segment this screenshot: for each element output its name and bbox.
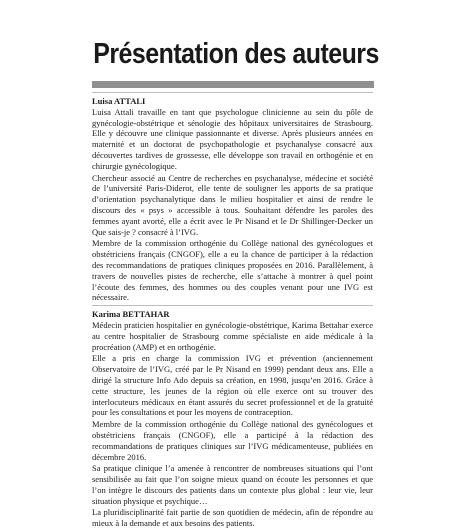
author-paragraph: Luisa Attali travaille en tant que psychologue clinicienne au sein du pôle de gynécologie-obstétrique et sénologie des hôpitaux universitaires de Strasbourg. Elle y découvre une clinique passionnante et diverse. Après plusieurs années en maternité et un doctorat de psychopathologie et psychanalyse consacré aux découvertes tardives de grossesse, elle développe son travail en orthogénie et en chirurgie gynécologique. — [92, 106, 373, 171]
page-title: Présentation des auteurs — [93, 38, 379, 70]
author-name: Karima BETTAHAR — [92, 309, 170, 320]
author-section-bettahar — [92, 305, 373, 529]
author-section-attali — [92, 92, 373, 303]
author-paragraph: Elle a pris en charge la commission IVG et prévention (anciennement Observatoire de l’IVG, créé par le Pr Nisand en 1999) pendant deux ans. Elle a dirigé la structure Info Ado depuis sa création, en 1998, jusqu’en 2016. Grâce à cette structure, les jeunes de la région où elle exerce ont su trouver des interlocuteurs médicaux en étant assurés du secret professionnel et de la gratuité pour les consultations et pour les moyens de contraception. — [92, 353, 373, 418]
section-divider — [92, 305, 373, 306]
author-paragraph: Membre de la commission orthogénie du Collège national des gynécologues et obstétriciens français (CNGOF), elle a eu la chance de participer à la rédaction des recommandations de pratiques cliniques proposées en 2016. Parallèlement, à travers de nouvelles pistes de recherche, elle s’attache à montrer à quel point l’écoute des femmes, des hommes ou des couples venant pour une IVG est nécessaire. — [92, 238, 373, 303]
author-paragraph: La pluridisciplinarité fait partie de son quotidien de médecin, afin de répondre au mieux à la demande et aux besoins des patients. — [92, 507, 373, 529]
author-paragraph: Médecin praticien hospitalier en gynécologie-obstétrique, Karima Bettahar exerce au centre hospitalier de Strasbourg comme spécialiste en aide médicale à la procréation (AMP) et en orthogénie. — [92, 319, 373, 352]
page-header — [0, 0, 472, 86]
page-content — [92, 92, 373, 531]
section-divider — [92, 92, 373, 93]
author-paragraph: Sa pratique clinique l’a amenée à rencontrer de nombreuses situations qui l’ont sensibilisée au fait que l’on soigne mieux quand on écoute les personnes et que l’on intègre le discours des patients dans un contexte plus global : leur vie, leur situation physique et psychique… — [92, 463, 373, 506]
title-underline — [92, 81, 374, 88]
author-paragraph: Membre de la commission orthogénie du Collège national des gynécologues et obstétriciens français (CNGOF), elle a participé à la rédaction des recommandations de pratiques cliniques sur l’IVG médicamenteuse, publiées en décembre 2016. — [92, 419, 373, 462]
author-paragraph: Chercheur associé au Centre de recherches en psychanalyse, médecine et société de l’université Paris-Diderot, elle tente de souligner les apports de sa pratique d’orientation psychanalytique dans le milieu hospitalier et ainsi de rendre le discours des « psys » accessible à tous. Souhaitant défendre les paroles des femmes ayant avorté, elle a écrit avec le Pr Nisand et le Dr Shillinger-Decker un Que sais-je ? consacré à l’IVG. — [92, 172, 373, 237]
author-name: Luisa ATTALI — [92, 96, 146, 106]
